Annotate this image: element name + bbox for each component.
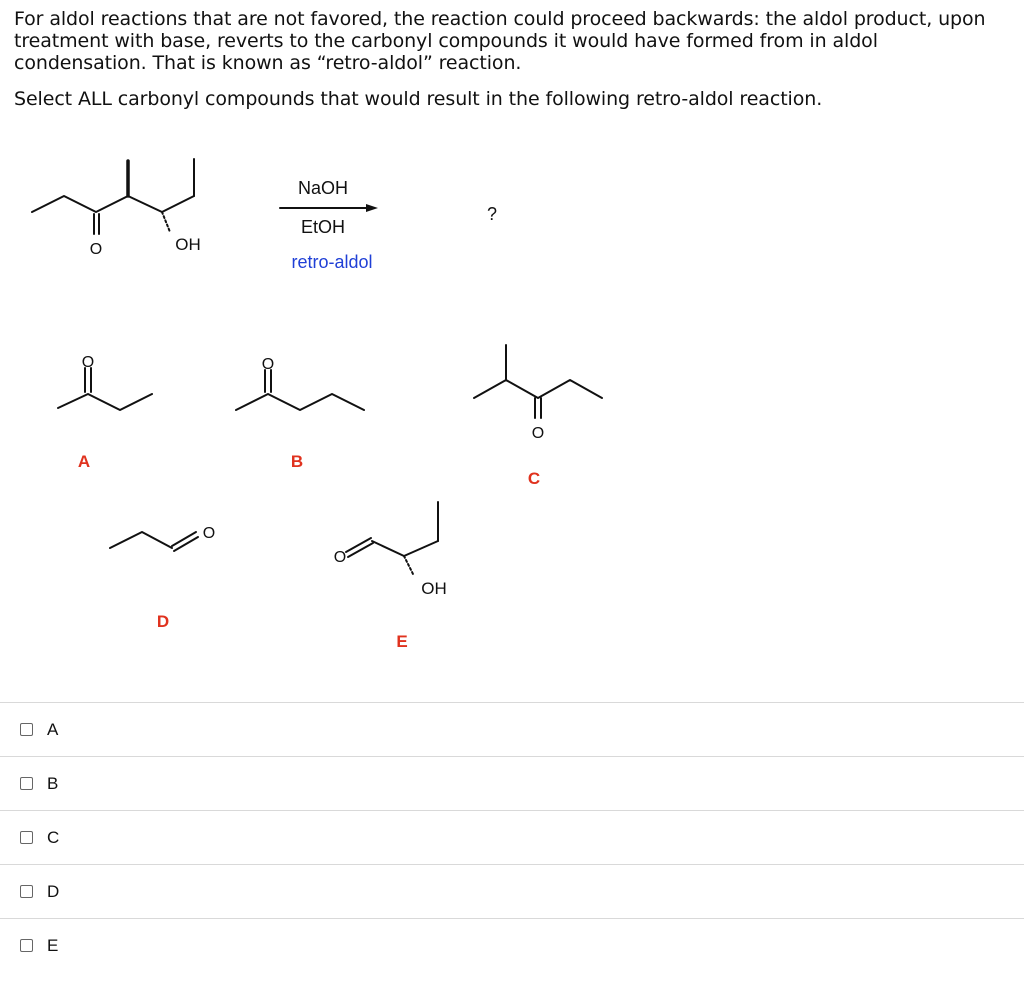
question-text [14,8,1014,110]
option-e-label: E [47,935,59,955]
checkbox-e[interactable] [20,939,33,952]
product-placeholder: ? [486,204,498,224]
reagent-solvent: EtOH [300,217,346,237]
checkbox-b[interactable] [20,777,33,790]
option-d-label: D [47,881,60,901]
compound-e-oxygen-label: O [333,549,347,566]
compound-d-structure [110,532,198,551]
compound-d-oxygen-label: O [202,525,216,542]
answer-options [0,702,1024,972]
reactant-structure [32,159,194,234]
checkbox-d[interactable] [20,885,33,898]
reaction-arrow [280,204,378,212]
compound-a-structure [58,368,152,410]
option-c[interactable] [0,810,1024,864]
compound-a-oxygen-label: O [81,354,95,371]
option-a[interactable] [0,702,1024,756]
checkbox-c[interactable] [20,831,33,844]
option-b[interactable] [0,756,1024,810]
compound-d-letter: D [156,612,170,631]
compound-b-oxygen-label: O [261,356,275,373]
option-b-label: B [47,773,59,793]
reactant-hydroxyl-label: OH [175,235,201,254]
compound-b-structure [236,370,364,410]
reaction-name-label: retro-aldol [291,252,373,272]
compound-a-letter: A [77,452,91,471]
compound-c-letter: C [527,469,541,488]
reactant-oxygen-label: O [89,241,103,258]
reagent-base: NaOH [297,178,349,198]
compound-c-structure [474,345,602,418]
option-c-label: C [47,827,60,847]
compound-e-structure [346,502,438,576]
option-e[interactable] [0,918,1024,972]
compound-b-letter: B [290,452,304,471]
compound-e-letter: E [396,632,408,651]
reaction-diagram [0,140,1024,670]
option-a-label: A [47,719,59,739]
compound-e-hydroxyl-label: OH [421,579,447,598]
checkbox-a[interactable] [20,723,33,736]
question-paragraph-instruction: Select ALL carbonyl compounds that would result in the following retro-aldol reaction. [14,88,823,110]
compound-c-oxygen-label: O [531,425,545,442]
question-paragraph-intro: For aldol reactions that are not favored, the reaction could proceed backwards: the aldol product, upon treatment with base, reverts to the carbonyl compounds it would have formed from in aldol condensation. That is known as “retro-aldol” reaction. [14,8,986,74]
option-d[interactable] [0,864,1024,918]
